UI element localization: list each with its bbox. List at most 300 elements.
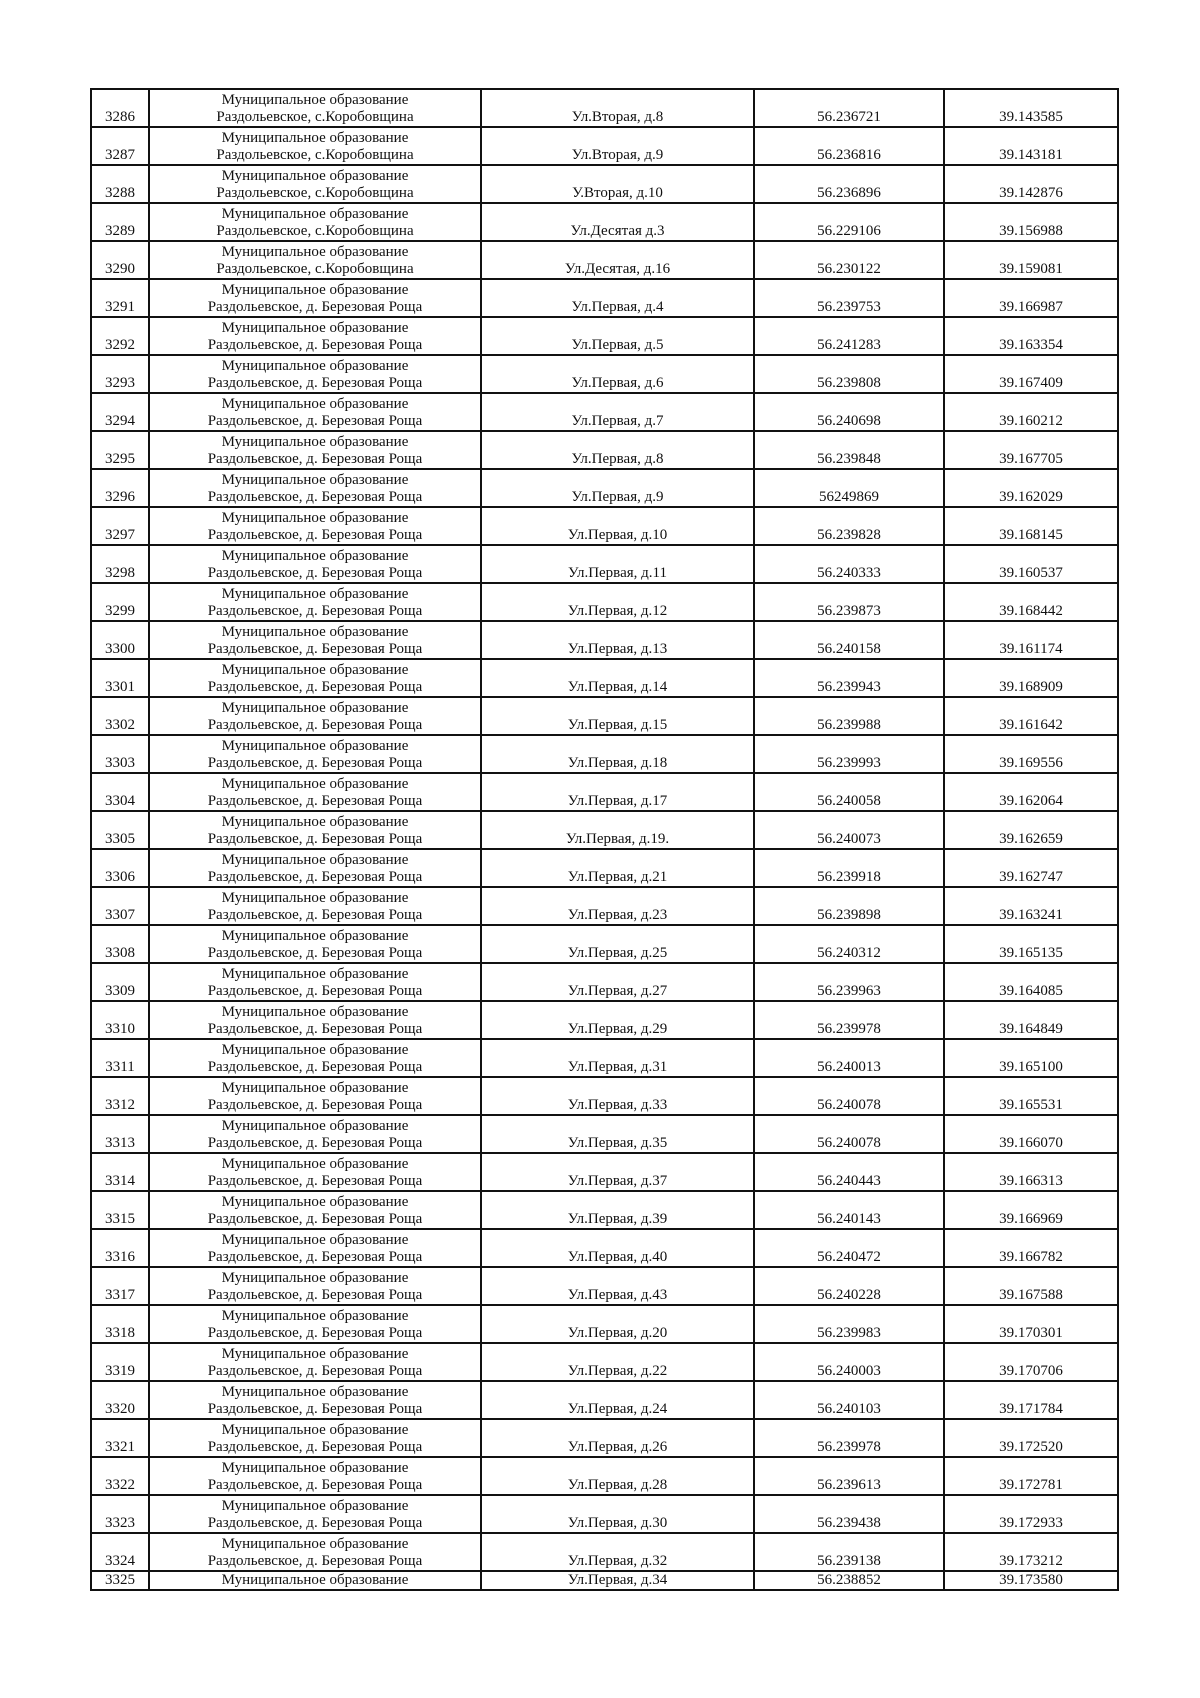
table-row [91,583,1118,621]
longitude-cell: 39.172933 [944,1495,1118,1533]
latitude-cell: 56.239983 [754,1305,944,1343]
longitude-cell: 39.166782 [944,1229,1118,1267]
table-row [91,393,1118,431]
row-number: 3318 [91,1305,149,1343]
address-text: Ул.Первая, д.4 [571,299,664,315]
address-cell [481,1457,754,1495]
municipality-line-1: Муниципальное образование [221,1498,409,1514]
municipality-line-1: Муниципальное образование [221,738,409,754]
municipality-cell [149,165,481,203]
address-cell [481,127,754,165]
municipality-cell [149,279,481,317]
row-number: 3320 [91,1381,149,1419]
municipality-line-2: Раздольевское, д. Березовая Роща [207,717,423,733]
municipality-line-1: Муниципальное образование [221,358,409,374]
row-number: 3309 [91,963,149,1001]
municipality-line-1: Муниципальное образование [221,966,409,982]
municipality-cell [149,1457,481,1495]
address-text: Ул.Первая, д.15 [567,717,668,733]
municipality-line-2: Раздольевское, д. Березовая Роща [207,565,423,581]
municipality-cell [149,621,481,659]
longitude-cell: 39.162659 [944,811,1118,849]
municipality-cell [149,1533,481,1571]
row-number: 3308 [91,925,149,963]
address-text: Ул.Первая, д.29 [567,1021,668,1037]
latitude-cell: 56.240003 [754,1343,944,1381]
municipality-cell [149,1381,481,1419]
row-number: 3322 [91,1457,149,1495]
municipality-line-2: Раздольевское, д. Березовая Роща [207,793,423,809]
table-row [91,1267,1118,1305]
municipality-line-2: Раздольевское, д. Березовая Роща [207,1477,423,1493]
table-row [91,621,1118,659]
address-cell [481,1191,754,1229]
row-number: 3302 [91,697,149,735]
row-number: 3323 [91,1495,149,1533]
table-row [91,165,1118,203]
address-text: Ул.Первая, д.21 [567,869,668,885]
municipality-cell [149,1001,481,1039]
row-number: 3286 [91,89,149,127]
address-text: Ул.Первая, д.23 [567,907,668,923]
municipality-cell [149,1267,481,1305]
latitude-cell: 56.239613 [754,1457,944,1495]
table-row [91,1191,1118,1229]
municipality-cell [149,1495,481,1533]
address-text: Ул.Первая, д.8 [571,451,664,467]
longitude-cell: 39.163241 [944,887,1118,925]
longitude-cell: 39.168909 [944,659,1118,697]
municipality-cell [149,811,481,849]
municipality-line-1: Муниципальное образование [221,282,409,298]
municipality-line-1: Муниципальное образование [221,586,409,602]
address-cell [481,1267,754,1305]
address-cell [481,203,754,241]
address-cell [481,1533,754,1571]
latitude-cell: 56.239978 [754,1001,944,1039]
municipality-cell [149,925,481,963]
longitude-cell: 39.167705 [944,431,1118,469]
longitude-cell: 39.168145 [944,507,1118,545]
municipality-cell [149,469,481,507]
municipality-cell [149,89,481,127]
municipality-line-1: Муниципальное образование [221,890,409,906]
municipality-line-2: Раздольевское, д. Березовая Роща [207,907,423,923]
municipality-cell [149,849,481,887]
municipality-line-2: Раздольевское, д. Березовая Роща [207,375,423,391]
longitude-cell: 39.173580 [944,1571,1118,1590]
table-row [91,317,1118,355]
address-text: Ул.Первая, д.11 [568,565,667,581]
address-cell [481,1039,754,1077]
longitude-cell: 39.167409 [944,355,1118,393]
address-text: Ул.Первая, д.5 [571,337,664,353]
municipality-line-1: Муниципальное образование [221,1572,409,1588]
table-row [91,355,1118,393]
address-cell [481,583,754,621]
address-text: Ул.Первая, д.9 [571,489,664,505]
longitude-cell: 39.143181 [944,127,1118,165]
latitude-cell: 56.240333 [754,545,944,583]
municipality-line-2: Раздольевское, с.Коробовщина [216,147,414,163]
address-cell [481,697,754,735]
row-number: 3297 [91,507,149,545]
municipality-line-1: Муниципальное образование [221,700,409,716]
address-cell [481,735,754,773]
longitude-cell: 39.162029 [944,469,1118,507]
municipality-cell [149,659,481,697]
latitude-cell: 56.240103 [754,1381,944,1419]
row-number: 3312 [91,1077,149,1115]
row-number: 3294 [91,393,149,431]
latitude-cell: 56.236816 [754,127,944,165]
address-cell [481,469,754,507]
address-cell [481,811,754,849]
latitude-cell: 56.239873 [754,583,944,621]
address-text: Ул.Первая, д.32 [567,1553,668,1569]
address-text: Ул.Первая, д.22 [567,1363,668,1379]
address-cell [481,241,754,279]
address-text: Ул.Первая, д.43 [567,1287,668,1303]
address-coordinates-table [90,88,1119,1591]
longitude-cell: 39.172781 [944,1457,1118,1495]
municipality-line-1: Муниципальное образование [221,776,409,792]
longitude-cell: 39.161174 [944,621,1118,659]
municipality-line-2: Раздольевское, д. Березовая Роща [207,945,423,961]
table-row [91,203,1118,241]
municipality-cell [149,773,481,811]
row-number: 3307 [91,887,149,925]
table-row [91,1039,1118,1077]
row-number: 3305 [91,811,149,849]
latitude-cell: 56.240073 [754,811,944,849]
latitude-cell: 56.240472 [754,1229,944,1267]
latitude-cell: 56.241283 [754,317,944,355]
longitude-cell: 39.162747 [944,849,1118,887]
row-number: 3306 [91,849,149,887]
longitude-cell: 39.143585 [944,89,1118,127]
municipality-line-2: Раздольевское, с.Коробовщина [216,185,414,201]
table-row [91,279,1118,317]
address-cell [481,507,754,545]
table-row [91,659,1118,697]
municipality-line-2: Раздольевское, д. Березовая Роща [207,1363,423,1379]
table-row [91,773,1118,811]
address-text: У.Вторая, д.10 [572,185,663,201]
latitude-cell: 56.240078 [754,1115,944,1153]
row-number: 3292 [91,317,149,355]
municipality-line-2: Раздольевское, д. Березовая Роща [207,489,423,505]
longitude-cell: 39.169556 [944,735,1118,773]
longitude-cell: 39.170706 [944,1343,1118,1381]
longitude-cell: 39.165135 [944,925,1118,963]
table-row [91,811,1118,849]
longitude-cell: 39.166070 [944,1115,1118,1153]
municipality-line-2: Раздольевское, д. Березовая Роща [207,1553,423,1569]
address-cell [481,1571,754,1590]
address-cell [481,431,754,469]
longitude-cell: 39.165100 [944,1039,1118,1077]
address-cell [481,89,754,127]
municipality-cell [149,1571,481,1590]
address-cell [481,963,754,1001]
address-text: Ул.Первая, д.31 [567,1059,668,1075]
municipality-line-1: Муниципальное образование [221,624,409,640]
latitude-cell: 56.236896 [754,165,944,203]
latitude-cell: 56.240013 [754,1039,944,1077]
address-text: Ул.Первая, д.40 [567,1249,668,1265]
municipality-line-2: Раздольевское, д. Березовая Роща [207,1439,423,1455]
latitude-cell: 56.239808 [754,355,944,393]
address-cell [481,1343,754,1381]
municipality-cell [149,1077,481,1115]
municipality-cell [149,507,481,545]
municipality-line-1: Муниципальное образование [221,130,409,146]
address-cell [481,659,754,697]
municipality-cell [149,1115,481,1153]
address-cell [481,773,754,811]
longitude-cell: 39.163354 [944,317,1118,355]
municipality-line-2: Раздольевское, д. Березовая Роща [207,1059,423,1075]
address-cell [481,849,754,887]
address-text: Ул.Первая, д.28 [567,1477,668,1493]
row-number: 3287 [91,127,149,165]
municipality-line-2: Раздольевское, д. Березовая Роща [207,869,423,885]
row-number: 3319 [91,1343,149,1381]
municipality-line-1: Муниципальное образование [221,928,409,944]
latitude-cell: 56.239978 [754,1419,944,1457]
table-row [91,507,1118,545]
table-row [91,545,1118,583]
row-number: 3300 [91,621,149,659]
address-text: Ул.Первая, д.20 [567,1325,668,1341]
longitude-cell: 39.156988 [944,203,1118,241]
municipality-line-1: Муниципальное образование [221,1536,409,1552]
address-cell [481,1001,754,1039]
municipality-line-2: Раздольевское, д. Березовая Роща [207,299,423,315]
address-text: Ул.Первая, д.27 [567,983,668,999]
longitude-cell: 39.166313 [944,1153,1118,1191]
municipality-line-1: Муниципальное образование [221,320,409,336]
municipality-line-2: Раздольевское, д. Березовая Роща [207,641,423,657]
municipality-line-2: Раздольевское, с.Коробовщина [216,261,414,277]
latitude-cell: 56.239918 [754,849,944,887]
municipality-line-2: Раздольевское, с.Коробовщина [216,109,414,125]
table-row [91,1495,1118,1533]
longitude-cell: 39.171784 [944,1381,1118,1419]
latitude-cell: 56.240078 [754,1077,944,1115]
municipality-line-1: Муниципальное образование [221,1460,409,1476]
row-number: 3298 [91,545,149,583]
table-row [91,963,1118,1001]
municipality-line-2: Раздольевское, д. Березовая Роща [207,1249,423,1265]
table-row [91,735,1118,773]
row-number: 3313 [91,1115,149,1153]
latitude-cell: 56.240698 [754,393,944,431]
table-row [91,1457,1118,1495]
municipality-line-1: Муниципальное образование [221,1194,409,1210]
address-text: Ул.Первая, д.39 [567,1211,668,1227]
row-number: 3290 [91,241,149,279]
municipality-line-2: Раздольевское, д. Березовая Роща [207,679,423,695]
municipality-cell [149,963,481,1001]
latitude-cell: 56.230122 [754,241,944,279]
latitude-cell: 56.239848 [754,431,944,469]
latitude-cell: 56.239988 [754,697,944,735]
row-number: 3299 [91,583,149,621]
municipality-cell [149,1229,481,1267]
address-cell [481,317,754,355]
municipality-cell [149,1153,481,1191]
address-text: Ул.Первая, д.35 [567,1135,668,1151]
municipality-line-2: Раздольевское, д. Березовая Роща [207,1097,423,1113]
row-number: 3311 [91,1039,149,1077]
address-cell [481,393,754,431]
municipality-line-1: Муниципальное образование [221,206,409,222]
municipality-line-1: Муниципальное образование [221,1118,409,1134]
address-text: Ул.Первая, д.7 [571,413,664,429]
latitude-cell: 56.240443 [754,1153,944,1191]
latitude-cell: 56.238852 [754,1571,944,1590]
address-text: Ул.Первая, д.12 [567,603,668,619]
table-row [91,1419,1118,1457]
row-number: 3295 [91,431,149,469]
address-cell [481,621,754,659]
latitude-cell: 56249869 [754,469,944,507]
row-number: 3324 [91,1533,149,1571]
municipality-line-1: Муниципальное образование [221,1042,409,1058]
table-row [91,887,1118,925]
municipality-cell [149,1191,481,1229]
address-cell [481,1153,754,1191]
municipality-line-2: Раздольевское, д. Березовая Роща [207,451,423,467]
address-text: Ул.Десятая, д.16 [564,261,671,277]
municipality-line-1: Муниципальное образование [221,472,409,488]
latitude-cell: 56.239828 [754,507,944,545]
municipality-line-1: Муниципальное образование [221,1270,409,1286]
table-row-last [91,1571,1118,1590]
table-row [91,697,1118,735]
table-row [91,89,1118,127]
municipality-line-1: Муниципальное образование [221,1384,409,1400]
municipality-cell [149,1039,481,1077]
latitude-cell: 56.239138 [754,1533,944,1571]
municipality-line-2: Раздольевское, с.Коробовщина [216,223,414,239]
row-number: 3288 [91,165,149,203]
latitude-cell: 56.240058 [754,773,944,811]
municipality-line-1: Муниципальное образование [221,92,409,108]
address-text: Ул.Первая, д.37 [567,1173,668,1189]
address-text: Ул.Первая, д.10 [567,527,668,543]
longitude-cell: 39.166987 [944,279,1118,317]
longitude-cell: 39.168442 [944,583,1118,621]
address-cell [481,1229,754,1267]
municipality-line-2: Раздольевское, д. Березовая Роща [207,1211,423,1227]
latitude-cell: 56.239438 [754,1495,944,1533]
address-cell [481,355,754,393]
table-row [91,1305,1118,1343]
longitude-cell: 39.173212 [944,1533,1118,1571]
table-row [91,925,1118,963]
municipality-cell [149,735,481,773]
row-number: 3301 [91,659,149,697]
municipality-cell [149,1419,481,1457]
longitude-cell: 39.162064 [944,773,1118,811]
address-cell [481,1077,754,1115]
latitude-cell: 56.239963 [754,963,944,1001]
row-number: 3316 [91,1229,149,1267]
address-text: Ул.Вторая, д.8 [571,109,664,125]
latitude-cell: 56.239993 [754,735,944,773]
municipality-line-1: Муниципальное образование [221,510,409,526]
latitude-cell: 56.240228 [754,1267,944,1305]
municipality-cell [149,583,481,621]
table-body [91,89,1118,1590]
table-row [91,469,1118,507]
row-number: 3325 [91,1571,149,1590]
table-row [91,241,1118,279]
longitude-cell: 39.170301 [944,1305,1118,1343]
address-cell [481,1495,754,1533]
municipality-cell [149,317,481,355]
latitude-cell: 56.240143 [754,1191,944,1229]
address-cell [481,887,754,925]
municipality-line-2: Раздольевское, д. Березовая Роща [207,831,423,847]
municipality-line-2: Раздольевское, д. Березовая Роща [207,755,423,771]
municipality-line-1: Муниципальное образование [221,1156,409,1172]
address-text: Ул.Первая, д.19. [565,831,670,847]
longitude-cell: 39.164085 [944,963,1118,1001]
table-row [91,431,1118,469]
latitude-cell: 56.236721 [754,89,944,127]
longitude-cell: 39.167588 [944,1267,1118,1305]
row-number: 3321 [91,1419,149,1457]
row-number: 3291 [91,279,149,317]
address-text: Ул.Десятая д.3 [570,223,665,239]
municipality-line-1: Муниципальное образование [221,1004,409,1020]
address-text: Ул.Первая, д.25 [567,945,668,961]
municipality-line-2: Раздольевское, д. Березовая Роща [207,1287,423,1303]
row-number: 3314 [91,1153,149,1191]
table-row [91,1229,1118,1267]
table-row [91,1153,1118,1191]
address-text: Ул.Первая, д.30 [567,1515,668,1531]
table-row [91,1533,1118,1571]
row-number: 3304 [91,773,149,811]
latitude-cell: 56.240312 [754,925,944,963]
latitude-cell: 56.239753 [754,279,944,317]
municipality-line-1: Муниципальное образование [221,1232,409,1248]
longitude-cell: 39.160212 [944,393,1118,431]
address-cell [481,1115,754,1153]
address-text: Ул.Первая, д.14 [567,679,668,695]
latitude-cell: 56.229106 [754,203,944,241]
latitude-cell: 56.239898 [754,887,944,925]
address-text: Ул.Первая, д.26 [567,1439,668,1455]
row-number: 3293 [91,355,149,393]
municipality-cell [149,887,481,925]
municipality-cell [149,1305,481,1343]
municipality-line-2: Раздольевское, д. Березовая Роща [207,983,423,999]
municipality-line-2: Раздольевское, д. Березовая Роща [207,1021,423,1037]
table-row [91,127,1118,165]
address-text: Ул.Первая, д.18 [567,755,668,771]
municipality-line-2: Раздольевское, д. Березовая Роща [207,1325,423,1341]
municipality-line-2: Раздольевское, д. Березовая Роща [207,1135,423,1151]
latitude-cell: 56.240158 [754,621,944,659]
row-number: 3289 [91,203,149,241]
latitude-cell: 56.239943 [754,659,944,697]
